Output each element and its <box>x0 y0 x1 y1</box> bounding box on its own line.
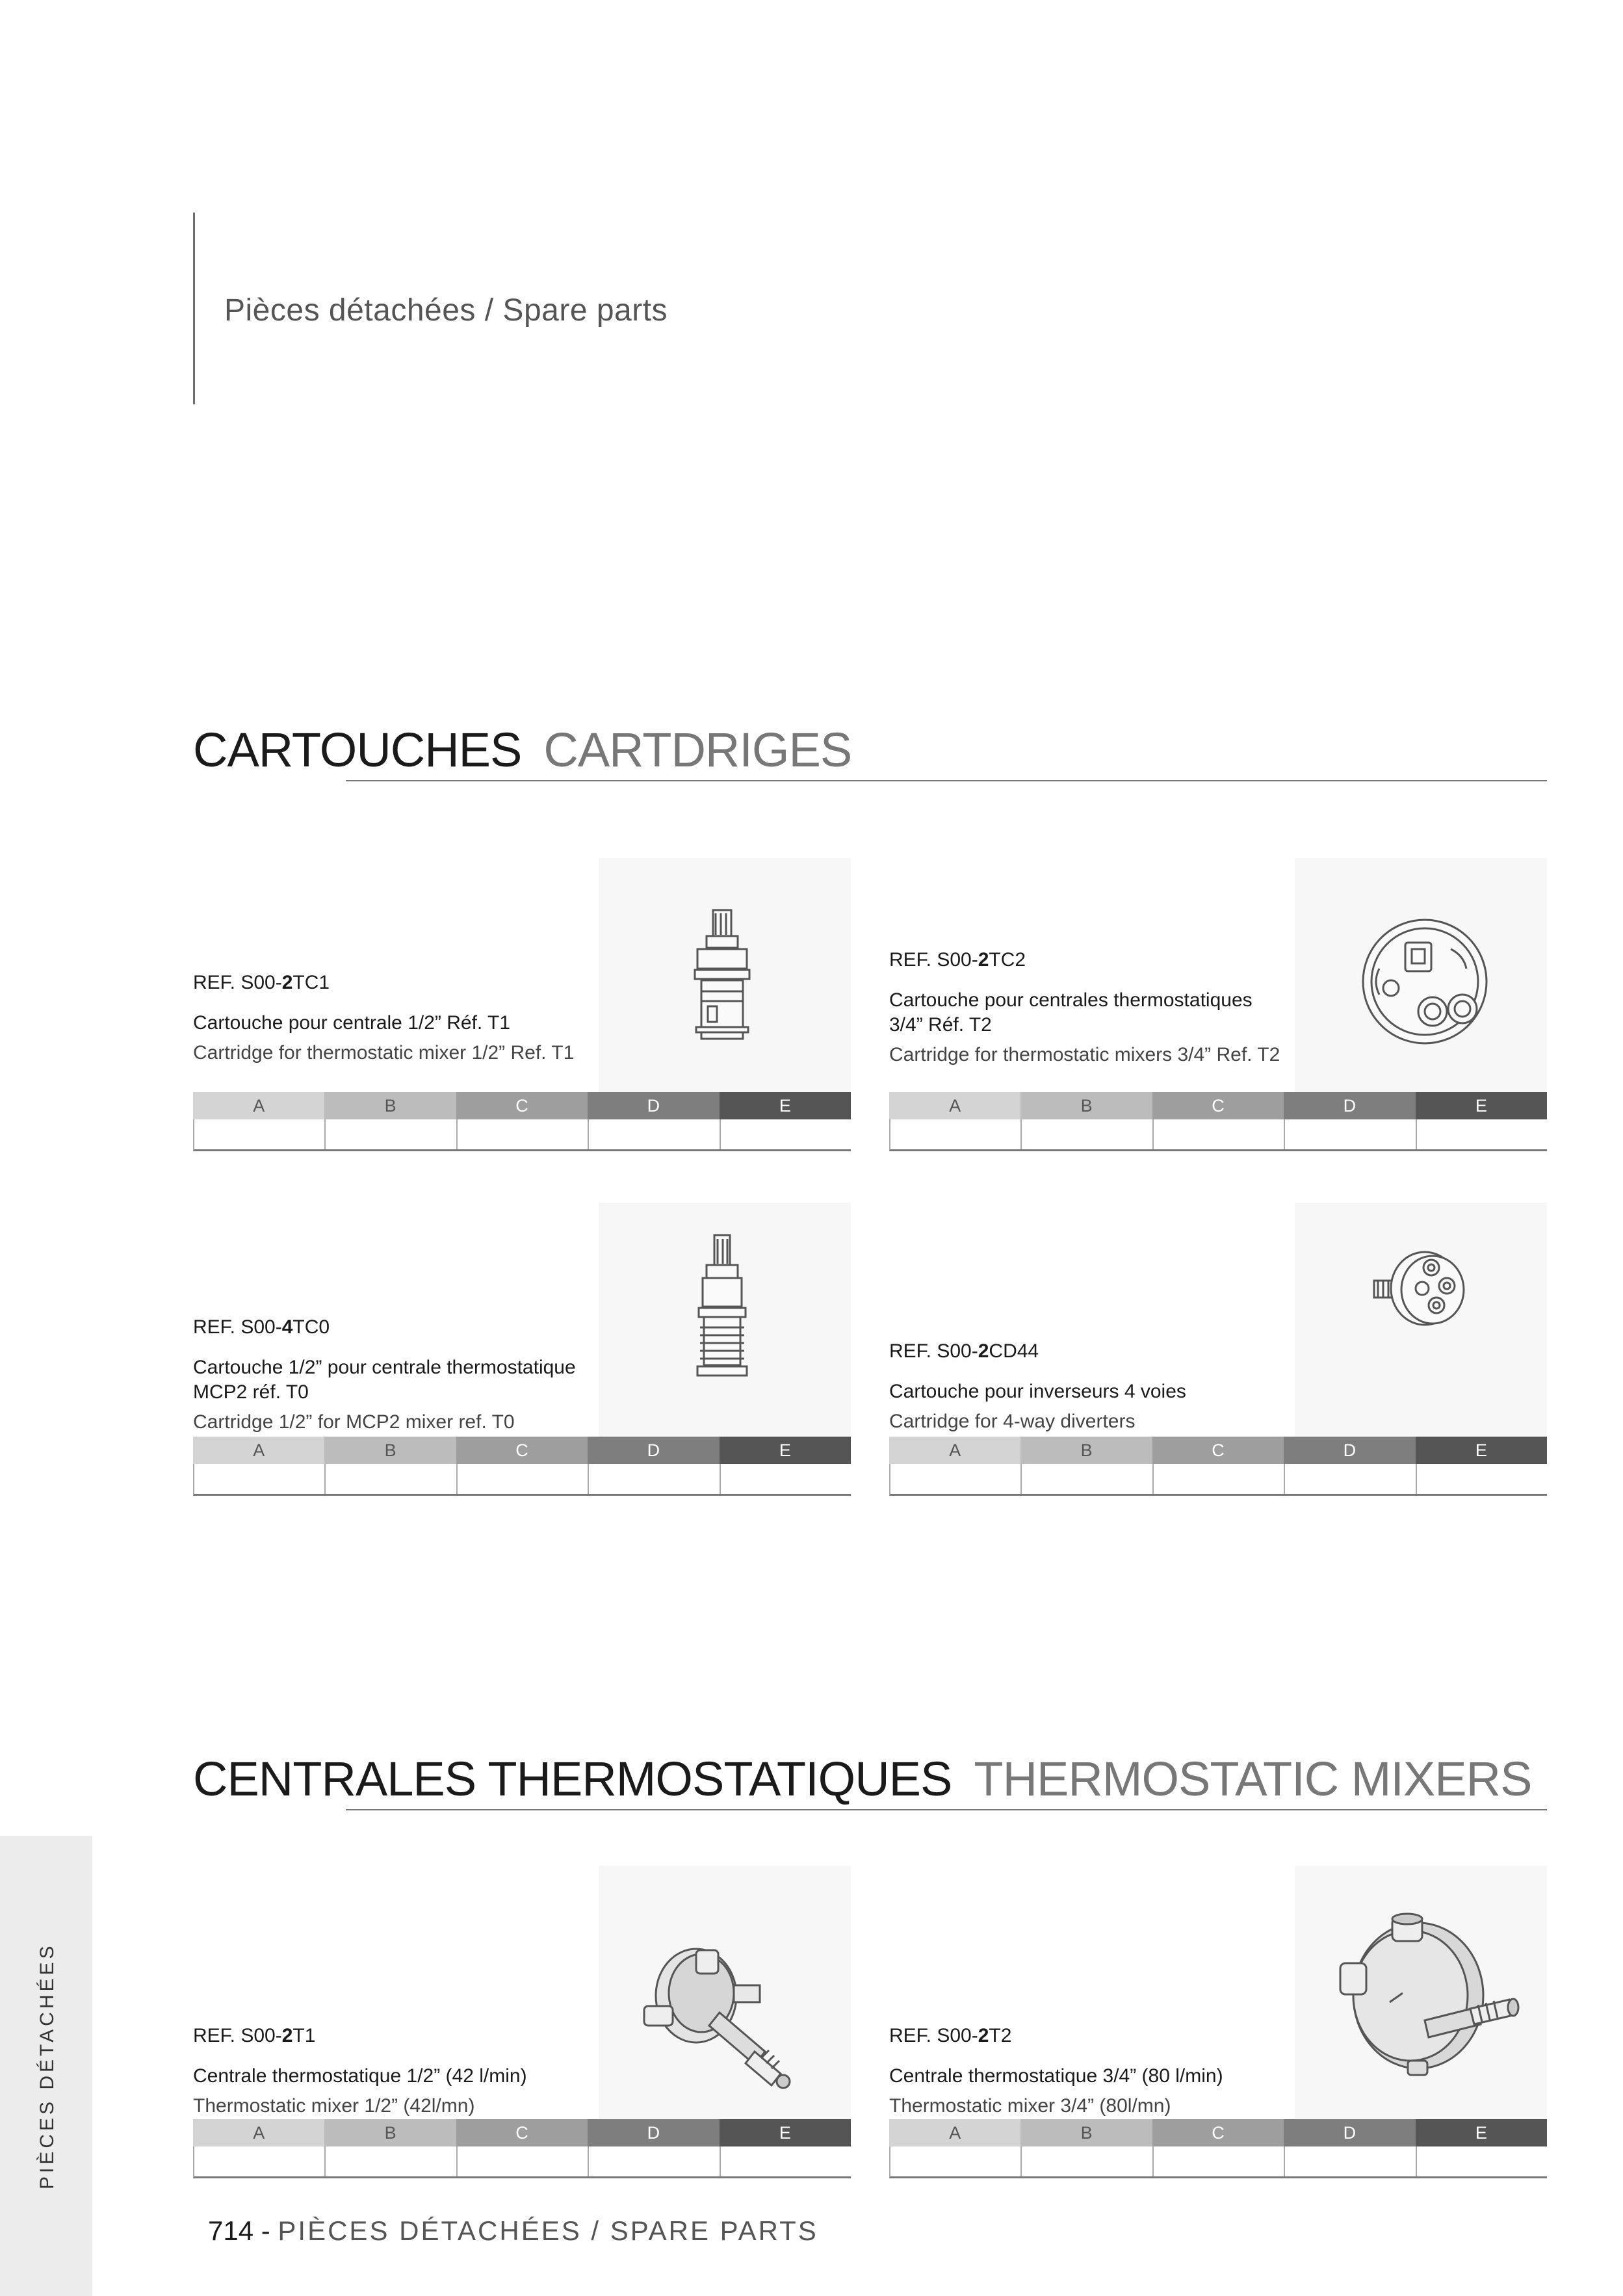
variant-col-d: D <box>588 1437 719 1464</box>
footer-separator: - <box>253 2215 278 2246</box>
variant-col-b: B <box>324 1437 456 1464</box>
variant-grid-header <box>889 2119 1547 2146</box>
diverter-cartridge-icon <box>1295 1203 1547 1437</box>
variant-col-c: C <box>456 2119 588 2146</box>
product-text <box>889 2025 1286 2119</box>
variant-col-c: C <box>1152 2119 1284 2146</box>
product-image <box>599 1866 851 2119</box>
section-title-fr: CARTOUCHES <box>193 723 522 777</box>
product-image <box>1295 1203 1547 1437</box>
footer-label: PIÈCES DÉTACHÉES / SPARE PARTS <box>278 2215 818 2246</box>
product-description-fr: Centrale thermostatique 3/4” (80 l/min) <box>889 2065 1223 2087</box>
product-image <box>1295 1866 1547 2119</box>
section-title-fr: CENTRALES THERMOSTATIQUES <box>193 1752 952 1806</box>
product-description-fr: Cartouche pour inverseurs 4 voies <box>889 1381 1186 1402</box>
variant-col-c: C <box>1152 1437 1284 1464</box>
variant-col-c: C <box>456 1437 588 1464</box>
section-rule <box>346 1809 1547 1810</box>
product-text <box>193 1316 590 1435</box>
product-image <box>1295 858 1547 1092</box>
variant-grid-header <box>889 1437 1547 1464</box>
mixer-three-quarter-icon <box>1295 1866 1547 2119</box>
product-text <box>193 2025 590 2119</box>
product-description-fr: Cartouche pour centrale 1/2” Réf. T1 <box>193 1012 511 1034</box>
variant-col-e: E <box>1416 2119 1547 2146</box>
variant-grid-row <box>193 2146 851 2178</box>
mixer-half-icon <box>599 1866 851 2119</box>
product-text <box>889 949 1286 1067</box>
product-text <box>193 972 590 1065</box>
product-description-en: Cartridge 1/2” for MCP2 mixer ref. T0 <box>193 1411 515 1433</box>
variant-col-a: A <box>889 1092 1020 1119</box>
variant-grid-header <box>193 2119 851 2146</box>
variant-grid-row <box>193 1119 851 1151</box>
product-ref: REF. S00-2CD44 <box>889 1340 1039 1362</box>
variant-grid <box>193 1437 851 1496</box>
header-rule <box>193 213 195 404</box>
variant-col-d: D <box>1284 2119 1415 2146</box>
variant-grid-header <box>889 1092 1547 1119</box>
variant-grid <box>193 1092 851 1151</box>
variant-col-a: A <box>889 2119 1020 2146</box>
variant-col-a: A <box>193 2119 324 2146</box>
variant-col-b: B <box>1020 1437 1152 1464</box>
variant-col-e: E <box>720 1437 851 1464</box>
cartridge-icon <box>599 858 851 1092</box>
product-description-fr: Cartouche pour centrales thermostatiques 3/4” Réf. T2 <box>889 989 1253 1036</box>
section-rule <box>346 780 1547 781</box>
section-title-cartridges <box>193 723 852 777</box>
product-description-en: Cartridge for thermostatic mixer 1/2” Ref. T1 <box>193 1042 575 1063</box>
product-description-fr: Cartouche 1/2” pour centrale thermostatique MCP2 réf. T0 <box>193 1357 576 1403</box>
product-ref: REF. S00-4TC0 <box>193 1316 330 1338</box>
product-ref: REF. S00-2T2 <box>889 2025 1012 2046</box>
page-number: 714 <box>208 2215 254 2246</box>
variant-col-d: D <box>588 1092 719 1119</box>
disc-cartridge-icon <box>1295 858 1547 1092</box>
variant-col-d: D <box>588 2119 719 2146</box>
variant-grid <box>889 1092 1547 1151</box>
product-description-en: Thermostatic mixer 3/4” (80l/mn) <box>889 2095 1171 2117</box>
variant-col-a: A <box>193 1437 324 1464</box>
section-title-thermostatic-mixers <box>193 1752 1532 1806</box>
product-image <box>599 1203 851 1437</box>
product-ref: REF. S00-2TC1 <box>193 972 330 993</box>
page-header-title: Pièces détachées / Spare parts <box>224 293 668 328</box>
page-footer <box>208 2215 818 2247</box>
variant-grid-row <box>193 1464 851 1496</box>
variant-col-d: D <box>1284 1437 1415 1464</box>
product-description-fr: Centrale thermostatique 1/2” (42 l/min) <box>193 2065 527 2087</box>
variant-grid-header <box>193 1437 851 1464</box>
section-title-en: THERMOSTATIC MIXERS <box>974 1752 1532 1806</box>
product-ref: REF. S00-2T1 <box>193 2025 316 2046</box>
variant-col-d: D <box>1284 1092 1415 1119</box>
variant-grid <box>889 1437 1547 1496</box>
variant-col-e: E <box>1416 1092 1547 1119</box>
product-image <box>599 858 851 1092</box>
variant-col-c: C <box>1152 1092 1284 1119</box>
variant-col-b: B <box>1020 1092 1152 1119</box>
variant-col-b: B <box>324 2119 456 2146</box>
product-ref: REF. S00-2TC2 <box>889 949 1026 971</box>
variant-col-e: E <box>720 1092 851 1119</box>
product-description-en: Cartridge for thermostatic mixers 3/4” Ref. T2 <box>889 1044 1280 1065</box>
product-description-en: Cartridge for 4-way diverters <box>889 1411 1136 1432</box>
variant-grid-row <box>889 1119 1547 1151</box>
variant-col-a: A <box>193 1092 324 1119</box>
variant-grid <box>193 2119 851 2178</box>
variant-col-b: B <box>324 1092 456 1119</box>
variant-grid-header <box>193 1092 851 1119</box>
variant-col-e: E <box>720 2119 851 2146</box>
product-text <box>889 1340 1286 1434</box>
variant-grid-row <box>889 1464 1547 1496</box>
product-description-en: Thermostatic mixer 1/2” (42l/mn) <box>193 2095 475 2117</box>
section-title-en: CARTDRIGES <box>543 723 852 777</box>
variant-col-a: A <box>889 1437 1020 1464</box>
side-tab-label: PIÈCES DÉTACHÉES <box>36 1942 58 2189</box>
variant-col-b: B <box>1020 2119 1152 2146</box>
variant-col-e: E <box>1416 1437 1547 1464</box>
long-cartridge-icon <box>599 1203 851 1437</box>
variant-grid <box>889 2119 1547 2178</box>
variant-grid-row <box>889 2146 1547 2178</box>
variant-col-c: C <box>456 1092 588 1119</box>
